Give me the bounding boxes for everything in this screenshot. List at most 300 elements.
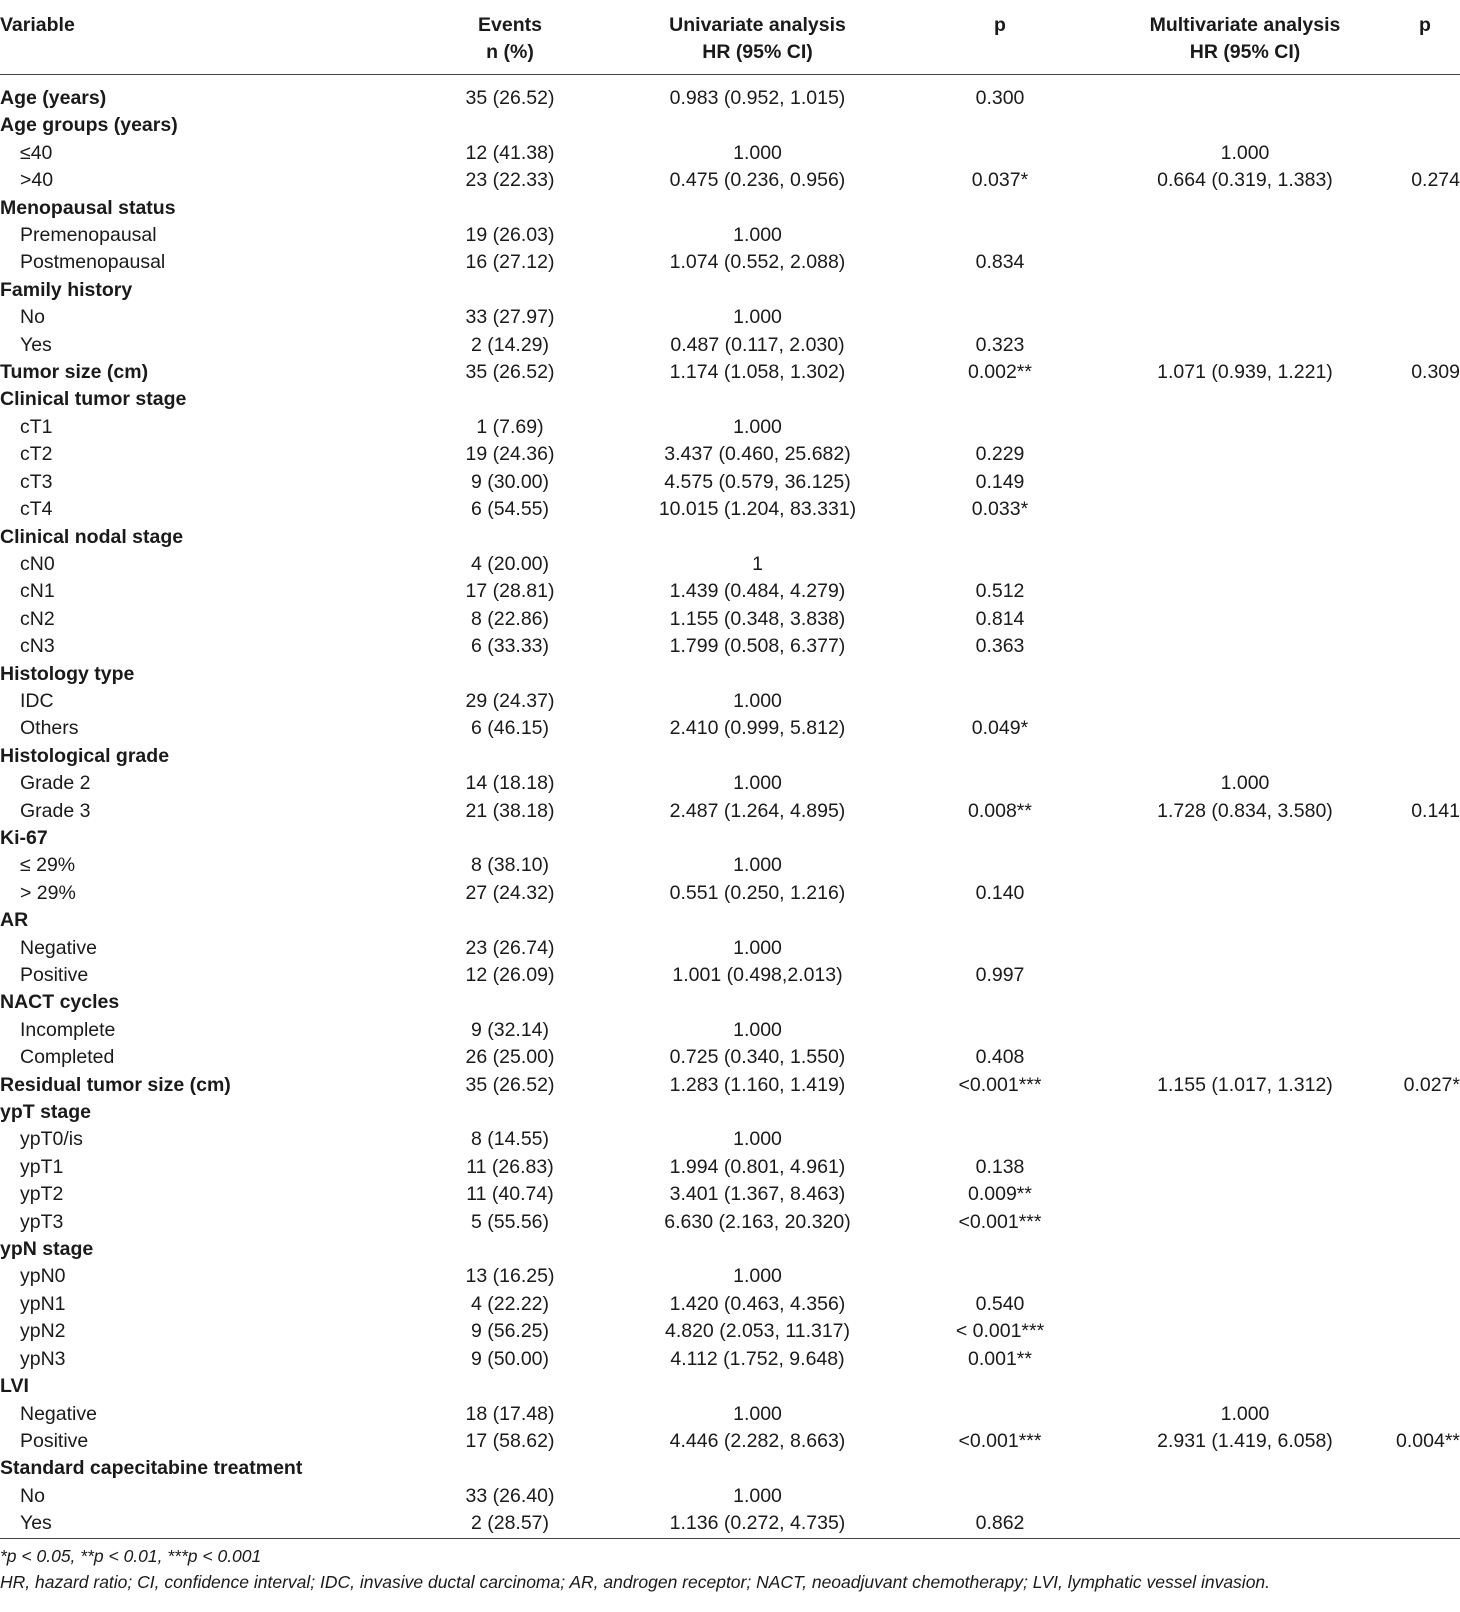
cell-variable: Residual tumor size (cm) — [0, 1073, 231, 1096]
cell-multivariate-hr: 1.728 (0.834, 3.580) — [1157, 799, 1333, 822]
footnote-cell — [0, 1538, 1460, 1595]
cell-multivariate-hr — [1100, 469, 1390, 496]
cell-univariate-hr: 1.994 (0.801, 4.961) — [669, 1155, 846, 1178]
cell-variable: >40 — [20, 169, 54, 192]
cell-variable: Negative — [20, 1402, 97, 1425]
cell-multivariate-p — [1390, 578, 1460, 605]
cell-variable: NACT cycles — [0, 991, 120, 1014]
cell-univariate-hr: 1.174 (1.058, 1.302) — [669, 361, 846, 384]
header-events — [405, 10, 615, 75]
cell-multivariate-hr — [1100, 1154, 1390, 1181]
cell-univariate-hr: 1.000 — [733, 1402, 782, 1425]
table-row-group — [0, 989, 1460, 1016]
cell-variable: Negative — [20, 936, 97, 959]
cell-variable: ypT3 — [20, 1210, 64, 1233]
cell-events: 4 (22.22) — [470, 1292, 550, 1315]
cell-univariate-hr: 0.487 (0.117, 2.030) — [670, 333, 845, 356]
cell-univariate-hr: 1.000 — [733, 415, 782, 438]
cell-univariate-hr: 1.439 (0.484, 4.279) — [669, 580, 846, 603]
cell-univariate-p — [900, 524, 1100, 551]
cell-multivariate-p — [1390, 1209, 1460, 1236]
cell-events: 23 (26.74) — [465, 936, 555, 959]
table-row — [0, 414, 1460, 441]
table-row-group — [0, 743, 1460, 770]
table-row — [0, 1510, 1460, 1538]
cell-multivariate-hr — [1100, 1263, 1390, 1290]
cell-variable: Completed — [20, 1046, 115, 1069]
cell-multivariate-p — [1390, 195, 1460, 222]
cell-multivariate-hr — [1100, 1510, 1390, 1538]
cell-multivariate-hr — [1100, 524, 1390, 551]
table-row — [0, 332, 1460, 359]
cell-events — [405, 907, 615, 934]
cell-multivariate-p — [1390, 112, 1460, 139]
cell-multivariate-hr — [1100, 195, 1390, 222]
cell-multivariate-hr: 2.931 (1.419, 6.058) — [1157, 1429, 1333, 1452]
cell-univariate-p — [900, 935, 1100, 962]
cell-univariate-p — [900, 688, 1100, 715]
cell-variable: Clinical nodal stage — [0, 525, 184, 548]
cell-multivariate-hr — [1100, 852, 1390, 879]
cell-events: 17 (58.62) — [465, 1429, 555, 1452]
cell-univariate-p: 0.009** — [968, 1183, 1032, 1206]
cell-events — [405, 825, 615, 852]
cell-multivariate-p — [1390, 441, 1460, 468]
table-row-group — [0, 195, 1460, 222]
cell-variable: Yes — [20, 1512, 52, 1535]
cell-univariate-hr — [615, 1236, 900, 1263]
table-row — [0, 935, 1460, 962]
cell-multivariate-p — [1390, 1291, 1460, 1318]
cell-variable: Grade 3 — [20, 799, 91, 822]
cell-univariate-p: 0.512 — [975, 580, 1025, 603]
table-row-group — [0, 524, 1460, 551]
cell-univariate-p — [900, 277, 1100, 304]
cell-univariate-hr — [615, 661, 900, 688]
table-row — [0, 1154, 1460, 1181]
cell-univariate-hr: 1.074 (0.552, 2.088) — [669, 251, 846, 274]
cell-univariate-p — [900, 195, 1100, 222]
cell-events: 21 (38.18) — [465, 799, 555, 822]
cell-univariate-hr: 2.410 (0.999, 5.812) — [669, 717, 846, 740]
table-row — [0, 167, 1460, 194]
table-row — [0, 688, 1460, 715]
table-footnotes — [0, 1538, 1460, 1595]
cell-univariate-p — [900, 1483, 1100, 1510]
cell-variable: Ki-67 — [0, 826, 48, 849]
cell-events — [405, 524, 615, 551]
cell-univariate-hr: 1.136 (0.272, 4.735) — [669, 1512, 846, 1535]
cell-events: 6 (54.55) — [470, 498, 550, 521]
cell-multivariate-p — [1390, 304, 1460, 331]
cell-univariate-hr — [615, 1455, 900, 1482]
cell-univariate-hr — [615, 825, 900, 852]
cell-univariate-p: 0.149 — [975, 470, 1025, 493]
table-row — [0, 1263, 1460, 1290]
cell-events: 12 (26.09) — [465, 964, 555, 986]
cell-multivariate-hr — [1100, 277, 1390, 304]
cell-multivariate-hr — [1100, 606, 1390, 633]
cell-events: 33 (26.40) — [465, 1484, 555, 1507]
cell-univariate-p — [900, 304, 1100, 331]
cell-multivariate-hr — [1100, 1483, 1390, 1510]
cell-univariate-hr: 0.725 (0.340, 1.550) — [669, 1046, 846, 1069]
header-multivariate-line2: HR (95% CI) — [1189, 41, 1301, 63]
cell-multivariate-hr — [1100, 989, 1390, 1016]
cell-multivariate-p — [1390, 1510, 1460, 1538]
table-row-group — [0, 1455, 1460, 1482]
cell-multivariate-p: 0.027* — [1403, 1073, 1460, 1096]
cell-variable: ypN0 — [20, 1265, 66, 1288]
cell-univariate-hr: 6.630 (2.163, 20.320) — [664, 1210, 851, 1233]
table-row-group — [0, 359, 1460, 386]
cell-univariate-p — [900, 661, 1100, 688]
cell-univariate-p — [900, 1455, 1100, 1482]
cell-events: 8 (22.86) — [470, 607, 550, 630]
cell-univariate-p — [900, 989, 1100, 1016]
cell-variable: cN1 — [20, 580, 55, 603]
cell-events — [405, 277, 615, 304]
cell-events — [405, 1455, 615, 1482]
cell-multivariate-hr — [1100, 386, 1390, 413]
cell-events — [405, 112, 615, 139]
cell-events — [405, 989, 615, 1016]
cell-events: 6 (46.15) — [470, 717, 550, 740]
cell-events — [405, 386, 615, 413]
cell-univariate-hr: 1 — [752, 552, 763, 575]
table-row — [0, 1318, 1460, 1345]
cell-variable: Age (years) — [0, 87, 107, 109]
cell-variable: Others — [20, 717, 79, 740]
cell-univariate-p: < 0.001*** — [955, 1320, 1045, 1343]
cell-multivariate-p — [1390, 140, 1460, 167]
cell-univariate-p — [900, 1099, 1100, 1126]
header-univariate-line2: HR (95% CI) — [702, 41, 813, 63]
cell-events: 2 (14.29) — [470, 333, 550, 356]
table-row — [0, 469, 1460, 496]
cell-multivariate-hr — [1100, 661, 1390, 688]
cell-events: 9 (56.25) — [470, 1320, 550, 1343]
cell-variable: cN2 — [20, 607, 55, 630]
cell-univariate-p: 0.300 — [975, 87, 1025, 109]
cell-events: 2 (28.57) — [470, 1512, 550, 1535]
cell-multivariate-hr — [1100, 907, 1390, 934]
cell-multivariate-p — [1390, 1044, 1460, 1071]
cell-univariate-hr: 0.983 (0.952, 1.015) — [669, 87, 846, 109]
cell-univariate-p — [900, 743, 1100, 770]
table-row — [0, 1483, 1460, 1510]
cell-events: 35 (26.52) — [465, 87, 555, 109]
cell-univariate-hr — [615, 195, 900, 222]
cell-univariate-hr: 0.475 (0.236, 0.956) — [669, 169, 846, 192]
cell-multivariate-hr — [1100, 496, 1390, 523]
cell-multivariate-p — [1390, 277, 1460, 304]
cell-univariate-hr: 0.551 (0.250, 1.216) — [669, 881, 846, 904]
cell-univariate-p — [900, 1236, 1100, 1263]
table-row — [0, 222, 1460, 249]
cell-multivariate-hr: 1.071 (0.939, 1.221) — [1157, 361, 1333, 384]
cell-variable: ypN1 — [20, 1292, 66, 1315]
cell-univariate-p: 0.049* — [971, 717, 1029, 740]
table-row — [0, 1017, 1460, 1044]
cell-events: 19 (24.36) — [465, 443, 555, 466]
cell-univariate-p: <0.001*** — [958, 1073, 1042, 1096]
cell-univariate-hr: 3.437 (0.460, 25.682) — [664, 443, 851, 466]
cell-events — [405, 1099, 615, 1126]
cell-events: 5 (55.56) — [470, 1210, 550, 1233]
table-row — [0, 1126, 1460, 1153]
cell-univariate-p: 0.363 — [975, 635, 1025, 658]
cell-multivariate-hr — [1100, 441, 1390, 468]
cell-multivariate-p — [1390, 1263, 1460, 1290]
header-multivariate — [1100, 10, 1390, 75]
cell-univariate-hr: 1.420 (0.463, 4.356) — [669, 1292, 846, 1315]
cell-events: 8 (14.55) — [470, 1128, 550, 1151]
cell-multivariate-p — [1390, 332, 1460, 359]
header-row — [0, 10, 1460, 75]
header-univariate-line1: Univariate analysis — [669, 14, 846, 36]
cell-multivariate-hr — [1100, 825, 1390, 852]
cell-univariate-hr — [615, 1373, 900, 1400]
header-p-multivariate: p — [1390, 10, 1460, 75]
table-header — [0, 10, 1460, 75]
table-row — [0, 962, 1460, 989]
cell-variable: ≤40 — [20, 141, 53, 164]
cell-multivariate-p — [1390, 249, 1460, 276]
cell-multivariate-p — [1390, 222, 1460, 249]
cell-multivariate-p — [1390, 1017, 1460, 1044]
cell-multivariate-hr — [1100, 715, 1390, 742]
cell-events: 17 (28.81) — [465, 580, 555, 603]
cell-univariate-p — [900, 222, 1100, 249]
cell-multivariate-hr — [1100, 1455, 1390, 1482]
table-row — [0, 1181, 1460, 1208]
cell-events: 29 (24.37) — [465, 689, 555, 712]
cell-variable: ypN3 — [20, 1347, 66, 1370]
cell-events: 12 (41.38) — [465, 141, 555, 164]
cell-multivariate-p — [1390, 1401, 1460, 1428]
cell-multivariate-hr — [1100, 633, 1390, 660]
cell-multivariate-p — [1390, 770, 1460, 797]
cell-multivariate-hr — [1100, 1236, 1390, 1263]
cell-variable: ≤ 29% — [20, 854, 76, 877]
cell-univariate-hr: 1.000 — [733, 1018, 782, 1041]
table-row — [0, 140, 1460, 167]
cell-variable: Family history — [0, 278, 133, 301]
cell-multivariate-p: 0.141 — [1411, 799, 1460, 822]
cell-univariate-p: 0.140 — [975, 881, 1025, 904]
cell-variable: Grade 2 — [20, 772, 91, 795]
cell-univariate-hr: 1.000 — [733, 1265, 782, 1288]
cell-multivariate-hr: 1.000 — [1220, 1402, 1270, 1425]
cell-univariate-hr: 3.401 (1.367, 8.463) — [669, 1183, 846, 1206]
cell-multivariate-hr: 0.664 (0.319, 1.383) — [1157, 169, 1333, 192]
cell-variable: Tumor size (cm) — [0, 361, 149, 384]
cell-variable: Positive — [20, 1429, 89, 1452]
cell-multivariate-p — [1390, 414, 1460, 441]
cell-events: 13 (16.25) — [465, 1265, 555, 1288]
header-events-line1: Events — [478, 14, 542, 36]
cell-variable: LVI — [0, 1375, 29, 1398]
header-multivariate-line1: Multivariate analysis — [1149, 14, 1341, 36]
cell-univariate-p: 0.002** — [968, 361, 1032, 384]
table-body — [0, 75, 1460, 1539]
table-row — [0, 633, 1460, 660]
table-row — [0, 880, 1460, 907]
cell-variable: > 29% — [20, 881, 76, 904]
cell-univariate-hr: 1.283 (1.160, 1.419) — [669, 1073, 846, 1096]
cell-multivariate-p — [1390, 880, 1460, 907]
cell-multivariate-hr: 1.155 (1.017, 1.312) — [1157, 1073, 1333, 1096]
cell-variable: ypN2 — [20, 1320, 66, 1343]
cell-multivariate-p — [1390, 386, 1460, 413]
cell-events: 33 (27.97) — [465, 306, 555, 329]
cell-events: 9 (32.14) — [470, 1018, 550, 1041]
cell-multivariate-p — [1390, 661, 1460, 688]
header-events-line2: n (%) — [486, 41, 534, 63]
table-row — [0, 1044, 1460, 1071]
table-row-group — [0, 112, 1460, 139]
cell-variable: ypT1 — [20, 1155, 64, 1178]
cell-variable: cT4 — [20, 498, 53, 521]
cell-multivariate-hr — [1100, 249, 1390, 276]
cell-univariate-hr — [615, 386, 900, 413]
cell-variable: Incomplete — [20, 1018, 116, 1041]
cell-variable: cT1 — [20, 415, 53, 438]
table-row — [0, 770, 1460, 797]
cell-multivariate-p — [1390, 496, 1460, 523]
table-row — [0, 496, 1460, 523]
cell-variable: IDC — [20, 689, 54, 712]
table-row-group — [0, 661, 1460, 688]
cell-events: 1 (7.69) — [476, 415, 544, 438]
cell-univariate-hr: 1.799 (0.508, 6.377) — [669, 635, 846, 658]
table-row-group — [0, 277, 1460, 304]
cell-univariate-p — [900, 1017, 1100, 1044]
cell-univariate-p: 0.037* — [971, 169, 1029, 192]
cell-multivariate-p — [1390, 1126, 1460, 1153]
cell-multivariate-p — [1390, 1373, 1460, 1400]
cell-multivariate-hr — [1100, 1209, 1390, 1236]
cell-univariate-p: 0.138 — [975, 1155, 1025, 1178]
cell-univariate-p: 0.001** — [968, 1347, 1032, 1370]
cell-variable: AR — [0, 909, 29, 932]
cell-events — [405, 1236, 615, 1263]
footnote-significance: *p < 0.05, **p < 0.01, ***p < 0.001 — [0, 1545, 262, 1566]
cell-multivariate-p — [1390, 524, 1460, 551]
cell-multivariate-p — [1390, 743, 1460, 770]
cell-variable: cN0 — [20, 552, 55, 575]
cell-variable: cT3 — [20, 470, 53, 493]
cell-multivariate-p — [1390, 1318, 1460, 1345]
table-row-group — [0, 1072, 1460, 1099]
table-row-group — [0, 1236, 1460, 1263]
cell-variable: Histological grade — [0, 744, 170, 767]
cell-univariate-hr — [615, 1099, 900, 1126]
table-row-group — [0, 907, 1460, 934]
cell-univariate-hr: 2.487 (1.264, 4.895) — [669, 799, 846, 822]
table-row — [0, 1291, 1460, 1318]
cell-variable: No — [20, 1484, 45, 1507]
cox-regression-table — [0, 10, 1460, 1595]
table-row — [0, 578, 1460, 605]
cell-multivariate-hr — [1100, 1181, 1390, 1208]
cell-multivariate-p — [1390, 935, 1460, 962]
cell-variable: ypT0/is — [20, 1128, 83, 1151]
cell-univariate-p: 0.814 — [975, 607, 1025, 630]
table-row — [0, 606, 1460, 633]
cell-univariate-p: 0.323 — [975, 333, 1025, 356]
table-row-group — [0, 825, 1460, 852]
cell-multivariate-hr — [1100, 304, 1390, 331]
cell-variable: Menopausal status — [0, 196, 176, 219]
cell-univariate-hr: 4.112 (1.752, 9.648) — [670, 1347, 845, 1370]
cell-univariate-p — [900, 907, 1100, 934]
table-row — [0, 798, 1460, 825]
cell-events: 35 (26.52) — [465, 1073, 555, 1096]
table-row-group — [0, 386, 1460, 413]
cell-variable: ypT2 — [20, 1183, 64, 1206]
cell-events: 9 (50.00) — [470, 1347, 550, 1370]
cell-multivariate-hr — [1100, 112, 1390, 139]
cell-univariate-p: 0.008** — [968, 799, 1032, 822]
cell-multivariate-p — [1390, 907, 1460, 934]
cell-multivariate-hr — [1100, 688, 1390, 715]
cell-multivariate-hr — [1100, 962, 1390, 989]
header-univariate — [615, 10, 900, 75]
table-row — [0, 1346, 1460, 1373]
cell-multivariate-hr — [1100, 1318, 1390, 1345]
cell-events: 14 (18.18) — [465, 772, 555, 795]
cell-events — [405, 1373, 615, 1400]
cell-multivariate-p — [1390, 75, 1460, 113]
cell-multivariate-p — [1390, 551, 1460, 578]
cell-multivariate-hr — [1100, 1017, 1390, 1044]
cell-univariate-hr — [615, 277, 900, 304]
cell-multivariate-p — [1390, 606, 1460, 633]
cell-events: 6 (33.33) — [470, 635, 550, 658]
cell-multivariate-p: 0.309 — [1411, 361, 1460, 384]
cell-multivariate-p — [1390, 1181, 1460, 1208]
cell-multivariate-hr — [1100, 880, 1390, 907]
cell-univariate-p: 0.408 — [975, 1046, 1025, 1069]
cell-variable: cT2 — [20, 443, 53, 466]
cell-multivariate-hr: 1.000 — [1220, 772, 1270, 795]
cell-variable: ypT stage — [0, 1101, 92, 1124]
footnote-row — [0, 1538, 1460, 1595]
cell-univariate-hr: 4.446 (2.282, 8.663) — [669, 1429, 846, 1452]
cell-multivariate-p — [1390, 852, 1460, 879]
cell-univariate-p: 0.997 — [975, 964, 1025, 986]
cell-multivariate-hr — [1100, 75, 1390, 113]
cell-univariate-p — [900, 140, 1100, 167]
cell-multivariate-p — [1390, 962, 1460, 989]
cell-multivariate-p — [1390, 825, 1460, 852]
cell-variable: Age groups (years) — [0, 114, 178, 137]
cell-variable: Histology type — [0, 662, 135, 685]
cell-multivariate-hr — [1100, 935, 1390, 962]
header-variable: Variable — [0, 10, 405, 75]
cell-univariate-p — [900, 1263, 1100, 1290]
cell-multivariate-hr — [1100, 578, 1390, 605]
cell-multivariate-hr — [1100, 1291, 1390, 1318]
cell-multivariate-hr: 1.000 — [1220, 141, 1270, 164]
cell-multivariate-hr — [1100, 1373, 1390, 1400]
cell-events — [405, 661, 615, 688]
cell-variable: Positive — [20, 964, 89, 986]
cell-multivariate-hr — [1100, 414, 1390, 441]
table-row-group — [0, 75, 1460, 113]
